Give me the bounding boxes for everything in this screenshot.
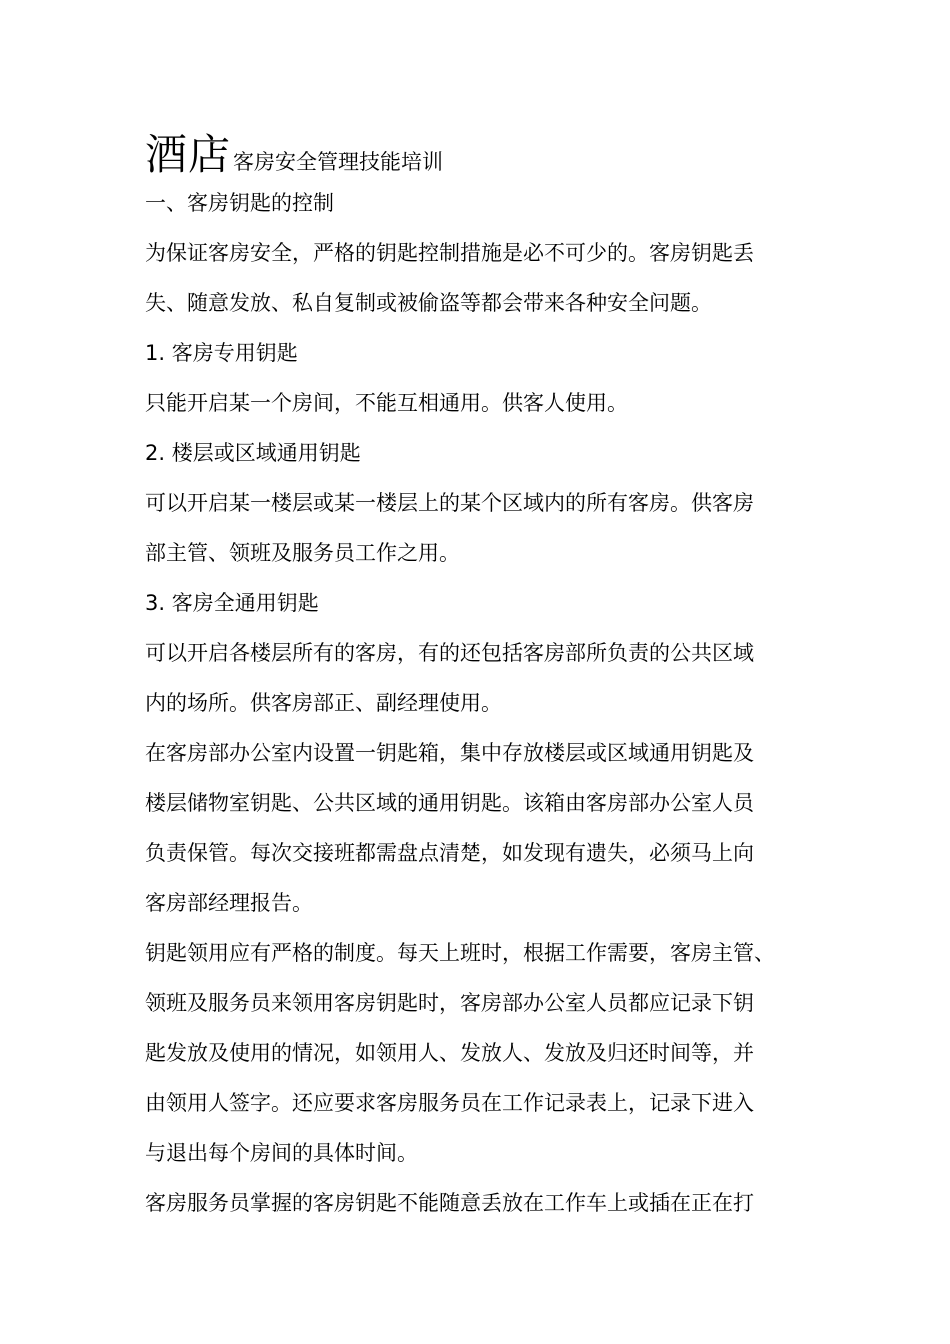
- paragraph-line: 领班及服务员来领用客房钥匙时，客房部办公室人员都应记录下钥: [145, 991, 754, 1015]
- paragraph-intro: [145, 228, 825, 328]
- paragraph-line: 可以开启各楼层所有的客房，有的还包括客房部所负责的公共区域: [145, 641, 754, 665]
- paragraph-key-usage: [145, 928, 825, 1178]
- paragraph-line: 匙发放及使用的情况，如领用人、发放人、发放及归还时间等，并: [145, 1041, 754, 1065]
- item-heading-room-key: 1. 客房专用钥匙: [145, 341, 298, 365]
- paragraph-line: 只能开启某一个房间，不能互相通用。供客人使用。: [145, 391, 628, 415]
- section-heading-key-control: 一、客房钥匙的控制: [145, 191, 334, 215]
- item-heading-master-key: 3. 客房全通用钥匙: [145, 591, 319, 615]
- paragraph-line: 在客房部办公室内设置一钥匙箱，集中存放楼层或区域通用钥匙及: [145, 741, 754, 765]
- title-sub: 客房安全管理技能培训: [233, 150, 444, 174]
- paragraph-line: 由领用人签字。还应要求客房服务员在工作记录表上，记录下进入: [145, 1091, 754, 1115]
- paragraph-line: 部主管、领班及服务员工作之用。: [145, 541, 460, 565]
- document-title: [145, 128, 825, 178]
- paragraph-line: 失、随意发放、私自复制或被偷盗等都会带来各种安全问题。: [145, 291, 712, 315]
- paragraph-line: 客房部经理报告。: [145, 891, 313, 915]
- title-main: 酒店: [145, 130, 232, 179]
- paragraph-line: 可以开启某一楼层或某一楼层上的某个区域内的所有客房。供客房: [145, 491, 754, 515]
- paragraph-line: 楼层储物室钥匙、公共区域的通用钥匙。该箱由客房部办公室人员: [145, 791, 754, 815]
- paragraph-line: 为保证客房安全，严格的钥匙控制措施是必不可少的。客房钥匙丢: [145, 241, 754, 265]
- paragraph-line: 负责保管。每次交接班都需盘点清楚，如发现有遗失，必须马上向: [145, 841, 754, 865]
- paragraph-line: 内的场所。供客房部正、副经理使用。: [145, 691, 502, 715]
- paragraph-line: 钥匙领用应有严格的制度。每天上班时，根据工作需要，客房主管、: [145, 941, 775, 965]
- paragraph-floor-key: [145, 478, 825, 578]
- paragraph-master-key: [145, 628, 825, 728]
- document-page: [145, 128, 825, 1228]
- paragraph-room-key: [145, 378, 825, 428]
- paragraph-line: 与退出每个房间的具体时间。: [145, 1141, 418, 1165]
- paragraph-key-handling: [145, 1178, 825, 1228]
- item-heading-floor-key: 2. 楼层或区域通用钥匙: [145, 441, 361, 465]
- paragraph-line: 客房服务员掌握的客房钥匙不能随意丢放在工作车上或插在正在打: [145, 1191, 754, 1215]
- paragraph-key-storage: [145, 728, 825, 928]
